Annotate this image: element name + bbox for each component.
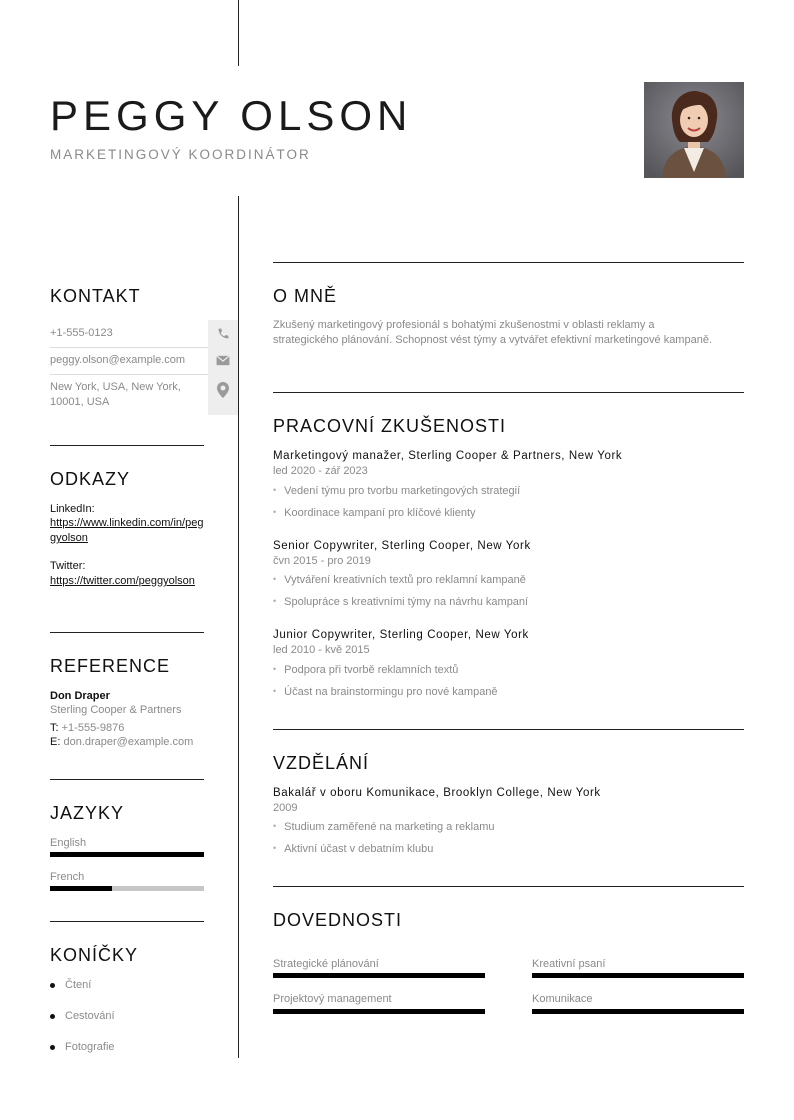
skill-name: Projektový management	[273, 993, 392, 1005]
hobby-label: Čtení	[65, 979, 92, 991]
contact-address-row	[50, 374, 238, 415]
section-divider	[50, 779, 204, 780]
job-bullet: • Koordinace kampaní pro klíčové klienty	[273, 507, 476, 519]
profile-photo-illustration	[644, 82, 744, 178]
reference-heading: REFERENCE	[50, 656, 171, 676]
education-bullet: • Aktivní účast v debatním klubu	[273, 843, 433, 855]
language-name: French	[50, 871, 85, 883]
education-bullet: • Studium zaměřené na marketing a reklamu	[273, 821, 494, 833]
job-bullet: • Účast na brainstormingu pro nové kampaně	[273, 686, 498, 698]
language-name: English	[50, 837, 87, 849]
skill-level-bar	[273, 973, 485, 978]
job-bullet: • Spolupráce s kreativními týmy na návrhu kampaní	[273, 596, 528, 608]
skill-level-bar	[273, 1009, 485, 1014]
skill-name: Strategické plánování	[273, 958, 379, 970]
phone-icon	[208, 320, 238, 347]
education-year: 2009	[273, 802, 298, 814]
skill-name: Kreativní psaní	[532, 958, 606, 970]
bullet-dot-icon	[50, 1014, 55, 1019]
skills-heading: DOVEDNOSTI	[273, 910, 403, 930]
section-divider	[50, 921, 204, 922]
bullet-dot-icon	[50, 983, 55, 988]
section-divider	[273, 392, 744, 393]
reference-email[interactable]: don.draper@example.com	[63, 736, 194, 748]
section-divider	[50, 632, 204, 633]
reference-name: Don Draper	[50, 690, 110, 702]
hobby-item	[50, 1041, 115, 1053]
contact-email[interactable]: peggy.olson@example.com	[50, 354, 186, 366]
hobby-item	[50, 979, 91, 991]
section-divider	[273, 729, 744, 730]
vertical-divider-top	[238, 0, 239, 66]
linkedin-link[interactable]: https://www.linkedin.com/in/peggyolson	[50, 517, 204, 544]
section-divider	[273, 886, 744, 887]
education-heading: VZDĚLÁNÍ	[273, 753, 370, 773]
hobby-label: Fotografie	[65, 1041, 115, 1053]
linkedin-label: LinkedIn:	[50, 503, 95, 515]
job-bullet: • Podpora při tvorbě reklamních textů	[273, 664, 458, 676]
bullet-dot-icon	[50, 1045, 55, 1050]
skill-level-bar	[532, 973, 744, 978]
twitter-label: Twitter:	[50, 560, 86, 572]
reference-email-line	[50, 736, 193, 748]
languages-heading: JAZYKY	[50, 803, 125, 823]
contact-phone-row	[50, 320, 238, 347]
mail-icon	[208, 347, 238, 374]
reference-phone-line	[50, 722, 124, 734]
job-dates: led 2020 - zář 2023	[273, 465, 368, 477]
hobby-item	[50, 1010, 115, 1022]
job-dates: led 2010 - kvě 2015	[273, 644, 370, 656]
job-dates: čvn 2015 - pro 2019	[273, 555, 371, 567]
education-title: Bakalář v oboru Komunikace, Brooklyn College, New York	[273, 787, 601, 799]
contact-phone[interactable]: +1-555-0123	[50, 327, 113, 339]
section-divider	[273, 262, 744, 263]
language-level-fill	[50, 886, 112, 891]
profile-photo	[644, 82, 744, 178]
contact-address: New York, USA, New York, 10001, USA	[50, 381, 181, 408]
section-divider	[50, 445, 204, 446]
skill-name: Komunikace	[532, 993, 593, 1005]
candidate-name: PEGGY OLSON	[50, 92, 413, 139]
about-heading: O MNĚ	[273, 286, 338, 306]
job-title: Marketingový manažer, Sterling Cooper & Partners, New York	[273, 450, 623, 462]
experience-heading: PRACOVNÍ ZKUŠENOSTI	[273, 416, 507, 436]
about-text: Zkušený marketingový profesionál s bohatými zkušenostmi v oblasti reklamy a strategického plánování. Schopnost vést týmy a vytvářet efektivní marketingové kampaně.	[273, 319, 713, 346]
job-title: Senior Copywriter, Sterling Cooper, New York	[273, 540, 531, 552]
contact-email-row	[50, 347, 238, 374]
skill-level-bar	[532, 1009, 744, 1014]
links-heading: ODKAZY	[50, 469, 131, 489]
job-bullet: • Vytváření kreativních textů pro reklamní kampaně	[273, 574, 526, 586]
vertical-divider-main	[238, 196, 239, 1058]
contact-heading: KONTAKT	[50, 286, 141, 306]
reference-phone-label: T:	[50, 722, 59, 734]
hobbies-heading: KONÍČKY	[50, 945, 139, 965]
reference-company: Sterling Cooper & Partners	[50, 704, 182, 716]
job-title: Junior Copywriter, Sterling Cooper, New York	[273, 629, 529, 641]
job-bullet: • Vedení týmu pro tvorbu marketingových strategií	[273, 485, 520, 497]
twitter-link[interactable]: https://twitter.com/peggyolson	[50, 575, 195, 587]
language-level-fill	[50, 852, 204, 857]
location-pin-icon	[208, 374, 238, 415]
hobby-label: Cestování	[65, 1010, 115, 1022]
reference-phone[interactable]: +1-555-9876	[61, 722, 125, 734]
language-level-bar	[50, 852, 204, 857]
language-level-bar	[50, 886, 204, 891]
candidate-title: MARKETINGOVÝ KOORDINÁTOR	[50, 147, 311, 162]
reference-email-label: E:	[50, 736, 61, 748]
